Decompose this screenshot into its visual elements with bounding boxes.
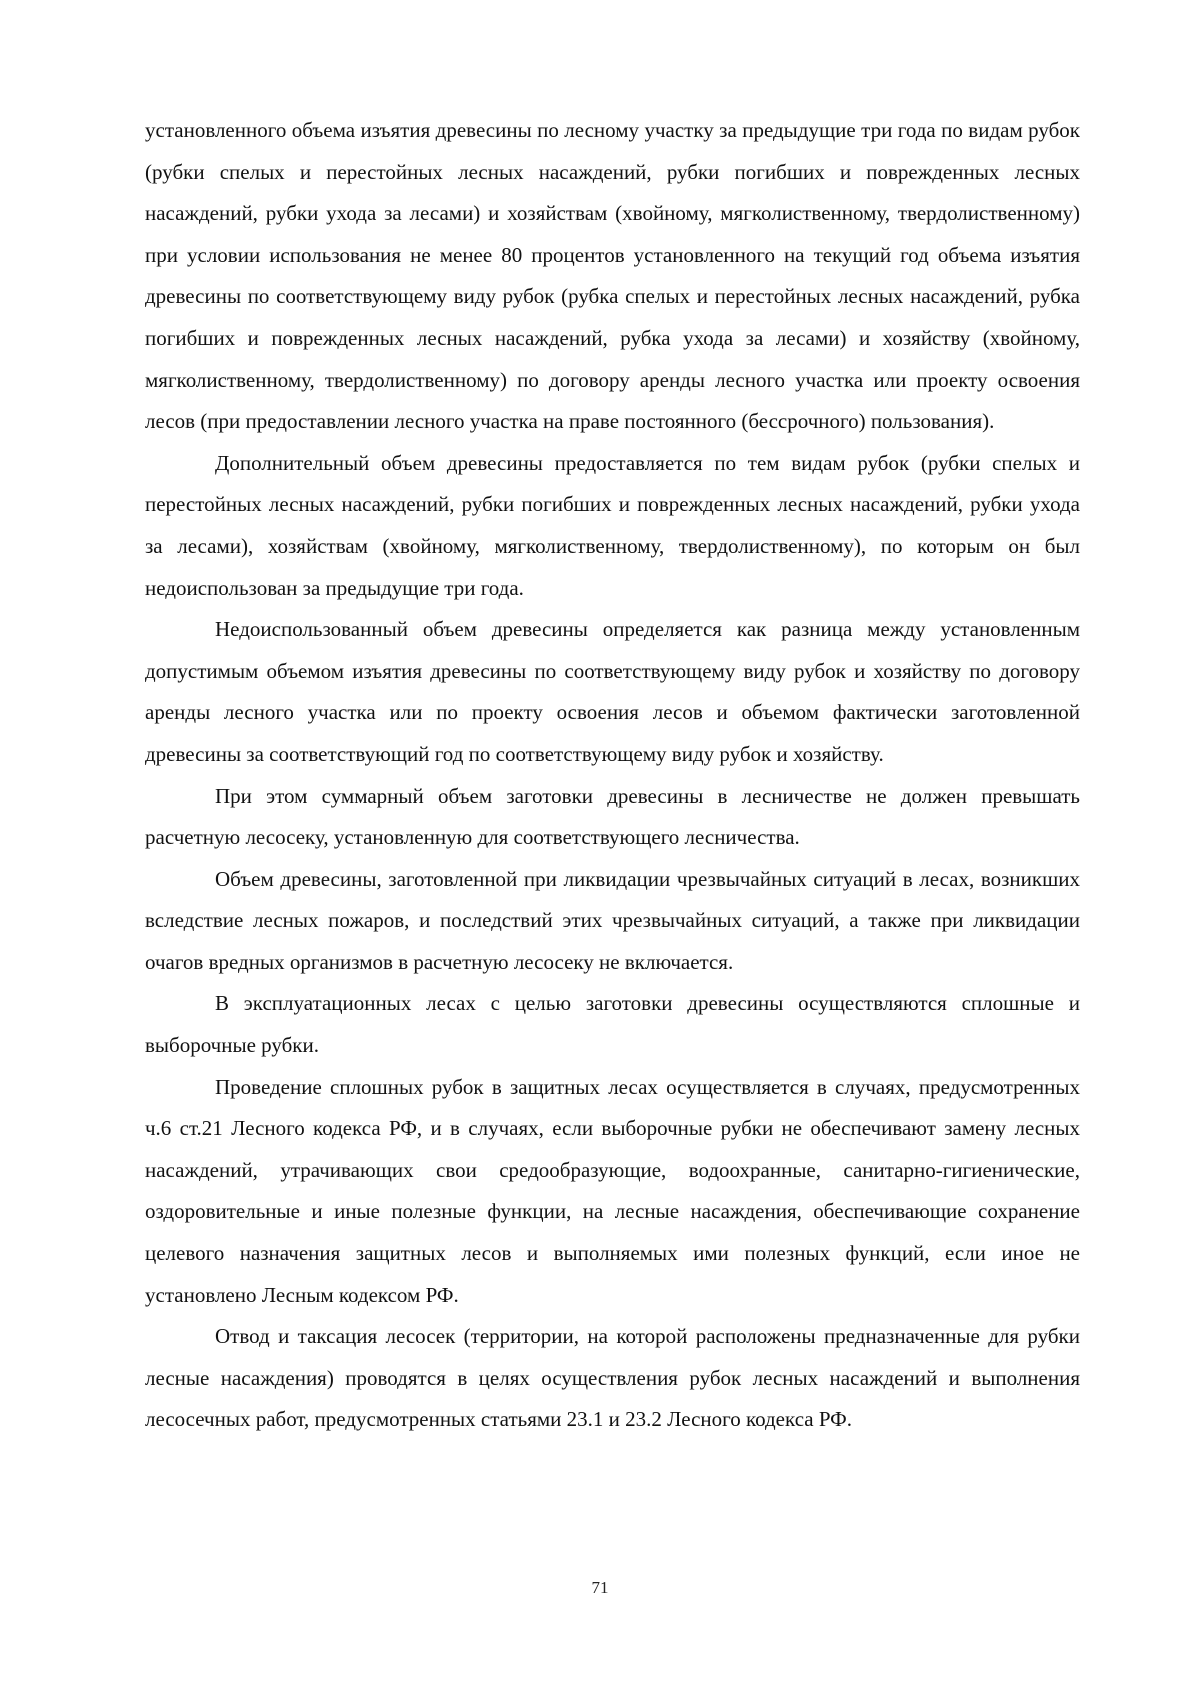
paragraph-emergency-volume: Объем древесины, заготовленной при ликвидации чрезвычайных ситуаций в лесах, возникших вследствие лесных пожаров, и последствий этих чрезвычайных ситуаций, а также при ликвидации очагов вредных организмов в расчетную лесосеку не включается.: [145, 866, 1080, 974]
paragraph-total-volume: При этом суммарный объем заготовки древесины в лесничестве не должен превышать расчетную лесосеку, установленную для соответствующего лесничества.: [145, 783, 1080, 850]
paragraph-continuation: установленного объема изъятия древесины по лесному участку за предыдущие три года по видам рубок (рубки спелых и перестойных лесных насаждений, рубки погибших и поврежденных лесных насаждений, рубки ухода за лесами) и хозяйствам (хвойному, мягколиственному, твердолиственному) при условии использования не менее 80 процентов установленного на текущий год объема изъятия древесины по соответствующему виду рубок (рубка спелых и перестойных лесных насаждений, рубка погибших и поврежденных лесных насаждений, рубка ухода за лесами) и хозяйству (хвойному, мягколиственному, твердолиственному) по договору аренды лесного участка или проекту освоения лесов (при предоставлении лесного участка на праве постоянного (бессрочного) пользования).: [145, 118, 1080, 434]
page-number: 71: [591, 1578, 609, 1597]
paragraph-clear-cutting: Проведение сплошных рубок в защитных лесах осуществляется в случаях, предусмотренных ч.6 ст.21 Лесного кодекса РФ, и в случаях, если выборочные рубки не обеспечивают замену лесных насаждений, утрачивающих свои средообразующие, водоохранные, санитарно-гигиенические, оздоровительные и иные полезные функции, на лесные насаждения, обеспечивающие сохранение целевого назначения защитных лесов и выполняемых ими полезных функций, если иное не установлено Лесным кодексом РФ.: [145, 1074, 1080, 1307]
paragraph-allotment-taxation: Отвод и таксация лесосек (территории, на которой расположены предназначенные для рубки лесные насаждения) проводятся в целях осуществления рубок лесных насаждений и выполнения лесосечных работ, предусмотренных статьями 23.1 и 23.2 Лесного кодекса РФ.: [145, 1324, 1080, 1432]
document-body: [145, 110, 1080, 1441]
paragraph-exploitation-forests: В эксплуатационных лесах с целью заготовки древесины осуществляются сплошные и выборочные рубки.: [145, 991, 1080, 1058]
paragraph-additional-volume: Дополнительный объем древесины предоставляется по тем видам рубок (рубки спелых и перестойных лесных насаждений, рубки погибших и поврежденных лесных насаждений, рубки ухода за лесами), хозяйствам (хвойному, мягколиственному, твердолиственному), по которым он был недоиспользован за предыдущие три года.: [145, 450, 1080, 600]
paragraph-unused-volume: Недоиспользованный объем древесины определяется как разница между установленным допустимым объемом изъятия древесины по соответствующему виду рубок и хозяйству по договору аренды лесного участка или по проекту освоения лесов и объемом фактически заготовленной древесины за соответствующий год по соответствующему виду рубок и хозяйству.: [145, 617, 1080, 766]
